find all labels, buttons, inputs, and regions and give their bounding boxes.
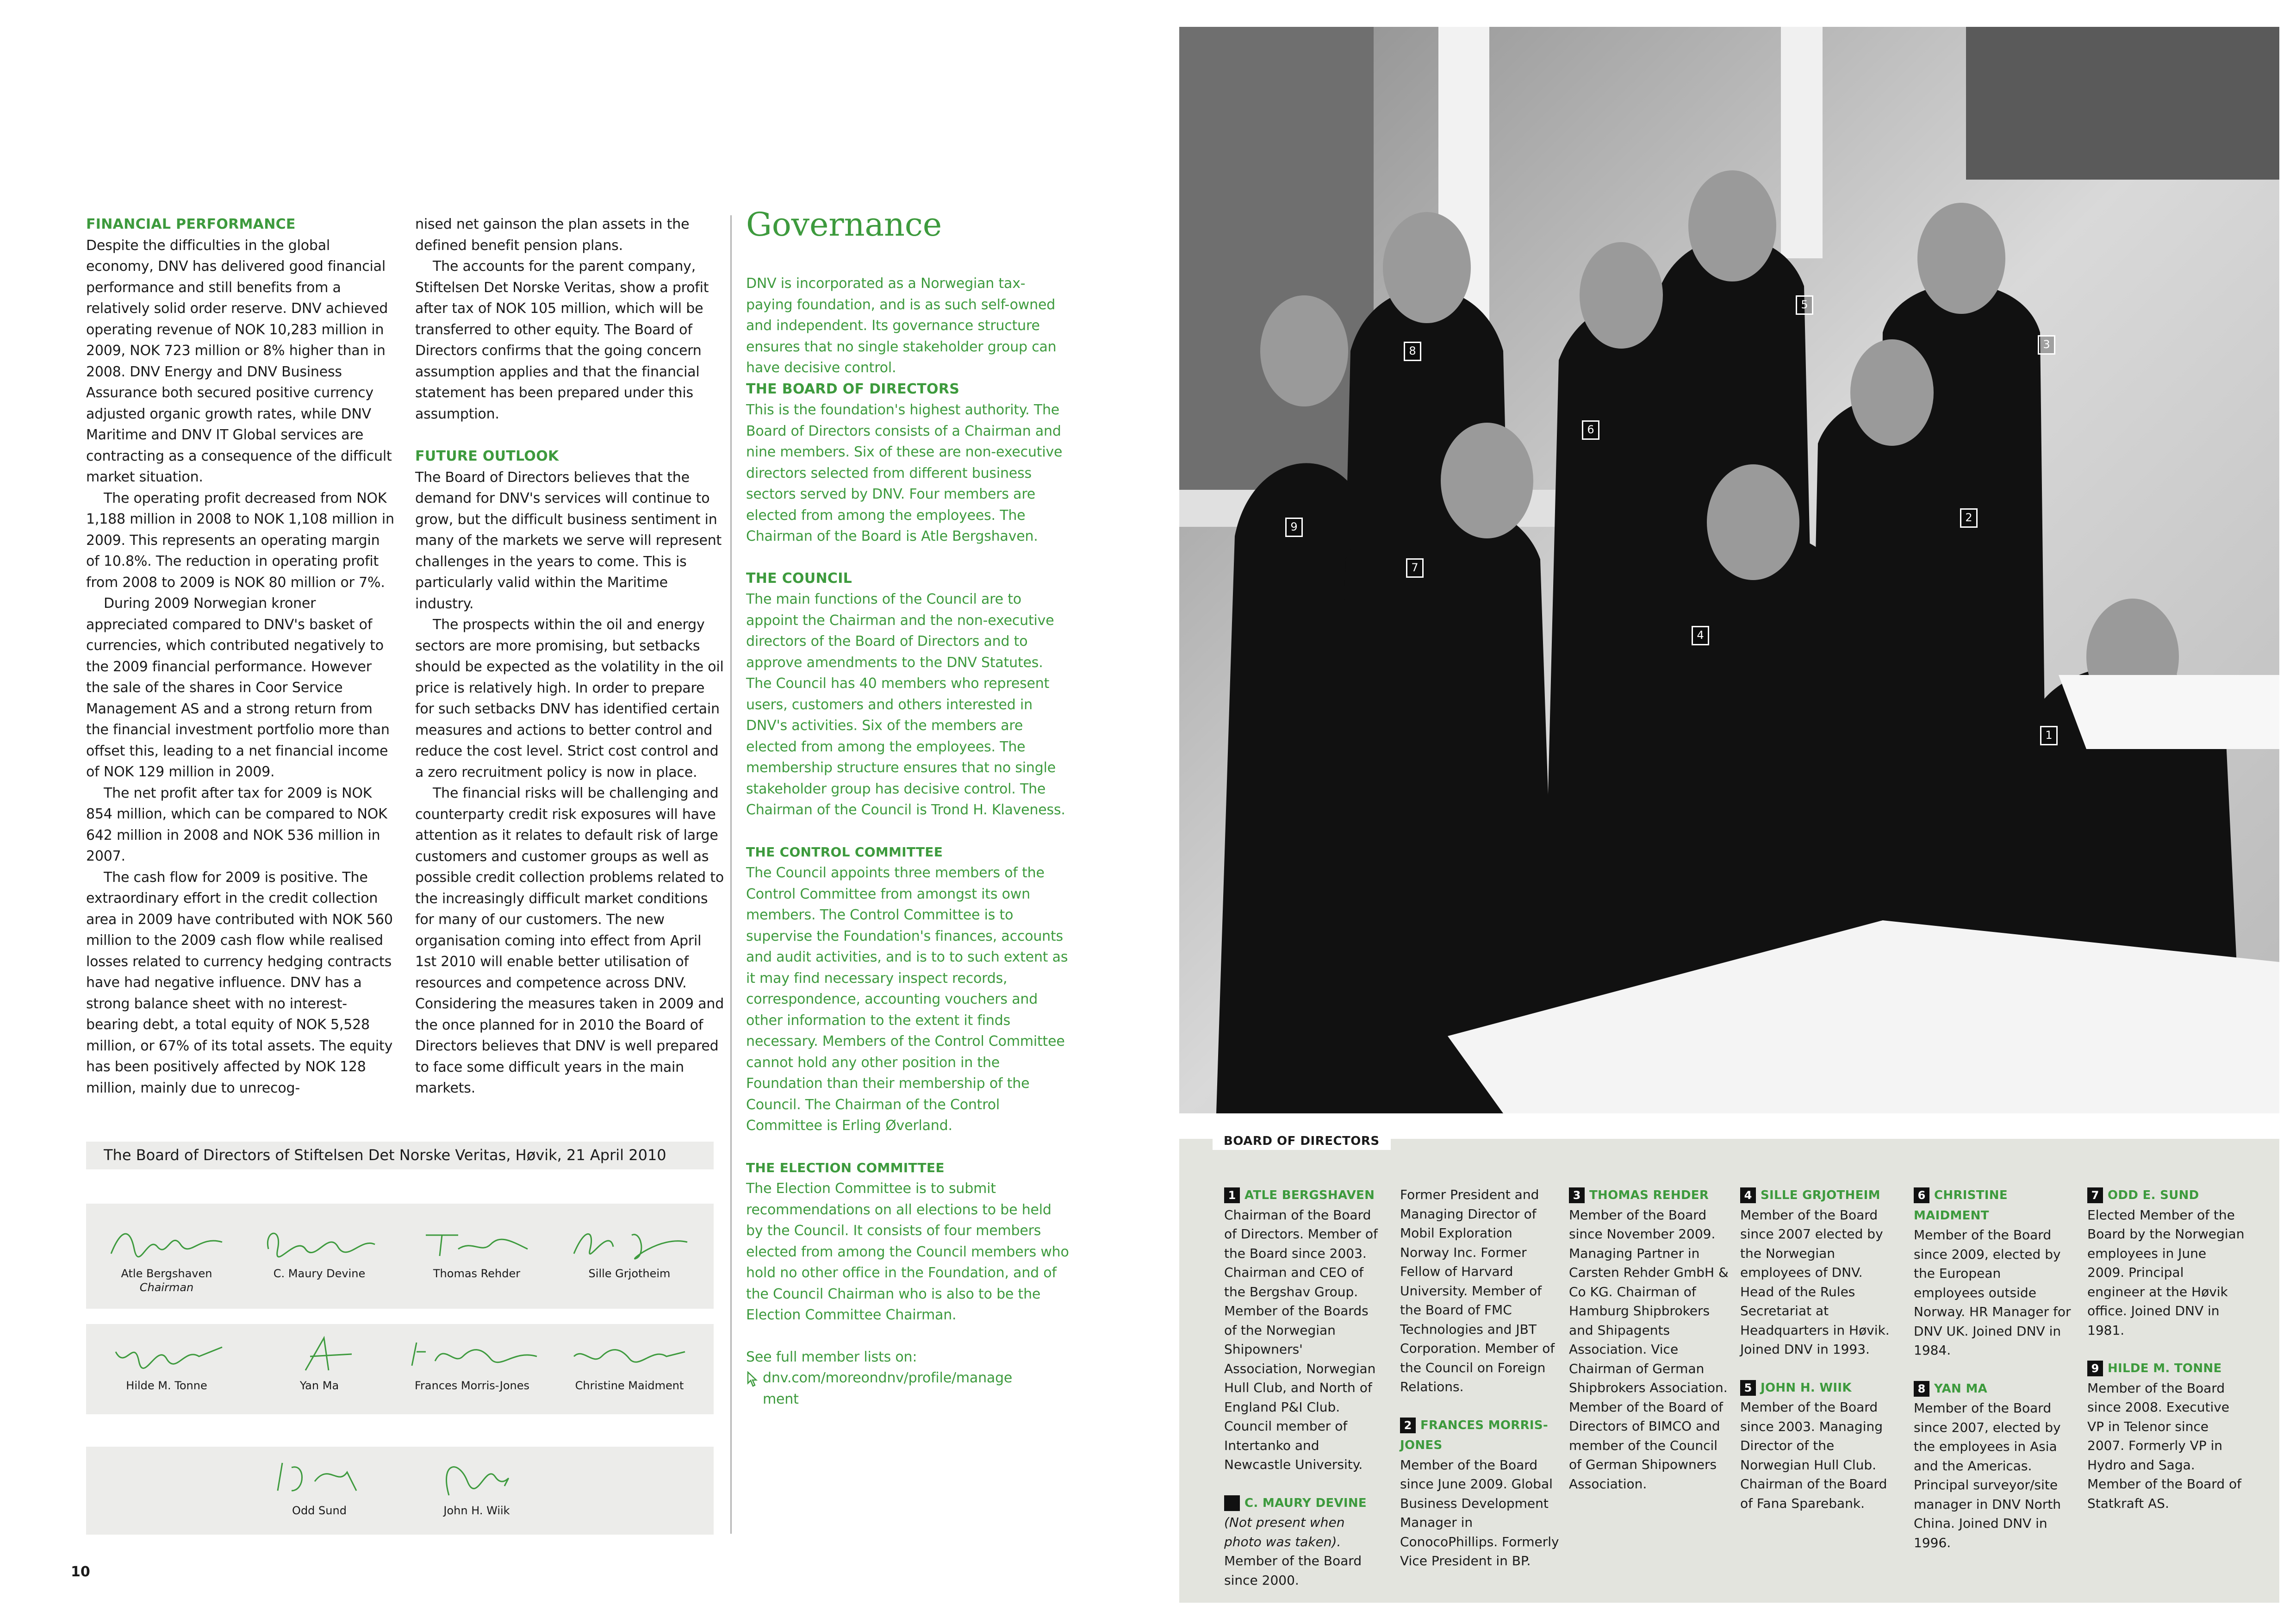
member-bio: Member of the Board since 2007, elected by the employees in Asia and the Americas. Principal surveyor/site manager in DNV North China. Joined DNV in 1996. — [1914, 1400, 2061, 1550]
paragraph: The financial risks will be challenging and counterparty credit risk exposures will have attention as it relates to default risk of large customers and customer groups as well as possible credit collection problems related to the increasingly difficult market conditions for many of our customers. The new organisation coming into effect from April 1st 2010 will enable better utilisation of resources and competence across DNV. Considering the measures taken in 2009 and the once planned for in 2010 the Board of Directors believes that DNV is well prepared to face some difficult years in the main markets. — [415, 785, 724, 1096]
signature — [560, 1333, 699, 1393]
control-committee-section — [746, 842, 1070, 1137]
member-number: 5 — [1740, 1380, 1756, 1396]
photo-number-7: 7 — [1406, 558, 1424, 578]
mouse-pointer-icon — [746, 1371, 763, 1394]
section-heading: THE BOARD OF DIRECTORS — [746, 381, 960, 397]
board-column-4 — [1740, 1185, 1900, 1513]
signature-name: Thomas Rehder — [433, 1267, 521, 1280]
paragraph: The accounts for the parent company, Stiftelsen Det Norske Veritas, show a profit after tax of NOK 105 million, which will be transferred to other equity. The Board of Directors confirms that the going concern assumption applies and that the financial statement has been prepared under this assumption. — [415, 258, 709, 422]
signature-name: John H. Wiik — [443, 1504, 510, 1517]
member-bio: Member of the Board since June 2009. Global Business Development Manager in ConocoPhillips. Formerly Vice President in BP. — [1400, 1457, 1559, 1568]
section-text: The main functions of the Council are to appoint the Chairman and the non-executive directors of the Board of Directors and to approve amendments to the DNV Statutes. The Council has 40 members who represent users, customers and others interested in DNV's activities. Six of the members are elected from among the employees. The membership structure ensures that no single stakeholder group has decisive control. The Chairman of the Council is Trond H. Klaveness. — [746, 591, 1065, 818]
column-divider — [730, 215, 732, 1534]
board-photo-illustration — [1179, 27, 2279, 1113]
section-text: The Election Committee is to submit recommendations on all elections to be held by the Council. It consists of four members elected from among the Council members who hold no other office in the Foundation, and of the Council Chairman who is also to be the Election Committee Chairman. — [746, 1181, 1069, 1323]
member-number: 4 — [1740, 1187, 1756, 1203]
board-panel-heading: BOARD OF DIRECTORS — [1213, 1132, 1391, 1150]
member-number: 3 — [1569, 1187, 1585, 1203]
signature — [102, 1221, 231, 1294]
member-list-url[interactable]: dnv.com/moreondnv/profile/management — [763, 1370, 1013, 1407]
member-bio: Member of the Board since November 2009. Managing Partner in Carsten Rehder GmbH & Co KG. Chairman of Hamburg Shipbrokers and Shipagents Association. Vice Chairman of German Shipbrokers Association. Member of the Board of Directors of BIMCO and member of the Council of German Shipowners Association. — [1569, 1207, 1729, 1492]
member-list-link[interactable] — [746, 1368, 1070, 1410]
member-name: CHRISTINE MAIDMENT — [1914, 1188, 2008, 1223]
member-bio: Chairman of the Board of Directors. Member of the Board since 2003. Chairman and CEO of the Bergshav Group. Member of the Boards of the Norwegian Shipowners' Association, Norwegian Hull Club, and North of England P&I Club. Council member of Intertanko and Newcastle University. — [1224, 1207, 1378, 1472]
board-column-5 — [1914, 1185, 2073, 1552]
photo-number-1: 1 — [2040, 726, 2058, 745]
board-signing-line: The Board of Directors of Stiftelsen Det Norske Veritas, Høvik, 21 April 2010 — [104, 1146, 666, 1164]
signature — [255, 1221, 384, 1280]
section-heading: THE ELECTION COMMITTEE — [746, 1160, 945, 1175]
section-text: The Council appoints three members of the Control Committee from amongst its own members. The Control Committee is to supervise the Foundation's finances, accounts and audit activities, and is to to such extent as it may find necessary inspect records, correspondence, accounting vouchers and other information to the extent it finds necessary. Members of the Control Committee cannot hold any other position in the Foundation than their membership of the Council. The Chairman of the Control Committee is Erling Øverland. — [746, 865, 1068, 1134]
member-name: HILDE M. TONNE — [2108, 1362, 2222, 1375]
photo-number-5: 5 — [1796, 295, 1813, 315]
member-number — [1224, 1495, 1240, 1511]
member-bio: Elected Member of the Board by the Norwegian employees in June 2009. Principal engineer at the Høvik office. Joined DNV in 1981. — [2087, 1207, 2245, 1338]
member-name: ODD E. SUND — [2108, 1188, 2199, 1202]
member-bio: Member of the Board since 2007 elected by the Norwegian employees of DNV. Head of the Rules Secretariat at Headquarters in Høvik. Joined DNV in 1993. — [1740, 1207, 1890, 1357]
board-section — [746, 379, 1070, 547]
paragraph: nised net gainson the plan assets in the defined benefit pension plans. — [415, 216, 690, 254]
signature-role: Chairman — [139, 1281, 194, 1294]
board-signing-bar — [86, 1142, 714, 1169]
signature — [255, 1333, 384, 1393]
member-number: 6 — [1914, 1187, 1929, 1203]
paragraph: During 2009 Norwegian kroner appreciated compared to DNV's basket of currencies, which contributed negatively to the 2009 financial performance. However the sale of the shares in Coor Service Management AS and a strong return from the financial investment portfolio more than offset this, leading to a net financial income of NOK 129 million in 2009. — [86, 595, 390, 780]
financial-column-1 — [86, 214, 396, 1099]
board-column-1 — [1224, 1185, 1384, 1590]
signature — [398, 1333, 546, 1393]
financial-performance-heading: FINANCIAL PERFORMANCE — [86, 216, 296, 232]
paragraph: The operating profit decreased from NOK 1,188 million in 2008 to NOK 1,108 million in 2009. This represents an operating margin of 10.8%. The reduction in operating profit from 2008 to 2009 is NOK 80 million or 7%. — [86, 490, 394, 591]
photo-number-6: 6 — [1582, 420, 1599, 440]
paragraph: The net profit after tax for 2009 is NOK 854 million, which can be compared to NOK 642 million in 2008 and NOK 536 million in 2007. — [86, 785, 387, 864]
member-name: THOMAS REHDER — [1589, 1188, 1709, 1202]
board-photo — [1179, 27, 2279, 1113]
signature-name: C. Maury Devine — [273, 1267, 366, 1280]
member-bio: Member of the Board since 2008. Executive VP in Telenor since 2007. Formerly VP in Hydro and Saga. Member of the Board of Statkraft AS. — [2087, 1380, 2241, 1511]
signature-name: Christine Maidment — [575, 1379, 684, 1392]
board-column-2 — [1400, 1185, 1560, 1571]
member-name: C. MAURY DEVINE — [1244, 1496, 1367, 1510]
photo-number-2: 2 — [1960, 508, 1978, 528]
photo-number-9: 9 — [1285, 518, 1303, 537]
member-note: (Not present when photo was taken). — [1224, 1515, 1345, 1549]
member-bio: Member of the Board since 2009, elected by the European employees outside Norway. HR Manager for DNV UK. Joined DNV in 1984. — [1914, 1227, 2071, 1358]
signature-box — [86, 1447, 714, 1535]
photo-number-3: 3 — [2038, 335, 2055, 355]
paragraph: The prospects within the oil and energy sectors are more promising, but setbacks should be expected as the volatility in the oil price is relatively high. In order to prepare for such setbacks DNV has identified certain measures and actions to better control and reduce the cost level. Strict cost control and a zero recruitment policy is now in place. — [415, 617, 724, 781]
council-section — [746, 568, 1070, 821]
member-name: JOHN H. WIIK — [1761, 1380, 1852, 1395]
signature — [417, 1454, 537, 1518]
signature-name: Sille Grjotheim — [588, 1267, 671, 1280]
signature-name: Atle Bergshaven — [121, 1267, 212, 1280]
member-name: SILLE GRJOTHEIM — [1761, 1188, 1880, 1202]
section-heading: THE COUNCIL — [746, 570, 852, 587]
member-number: 1 — [1224, 1187, 1240, 1203]
member-bio: Member of the Board since 2000. — [1224, 1553, 1362, 1588]
governance-title: Governance — [746, 206, 942, 244]
member-number: 8 — [1914, 1381, 1929, 1397]
member-name: FRANCES MORRIS-JONES — [1400, 1418, 1548, 1452]
paragraph: Despite the difficulties in the global economy, DNV has delivered good financial performance and still benefits from a relatively solid order reserve. DNV achieved operating revenue of NOK 10,283 million in 2009, NOK 723 million or 8% higher than in 2008. DNV Energy and DNV Business Assurance both secured positive currency adjusted organic growth rates, while DNV Maritime and DNV IT Global services are contracting as a consequence of the difficult market situation. — [86, 237, 392, 485]
member-number: 7 — [2087, 1187, 2103, 1203]
page-number: 10 — [71, 1564, 90, 1580]
governance-intro: DNV is incorporated as a Norwegian tax-paying foundation, and is as such self-owned and independent. Its governance structure ensures that no single stakeholder group can have decisive control. — [746, 275, 1057, 376]
signature-name: Frances Morris-Jones — [414, 1379, 530, 1392]
signature — [412, 1221, 541, 1280]
signature-name: Odd Sund — [292, 1504, 347, 1517]
see-full-lists: See full member lists on: — [746, 1349, 917, 1365]
member-bio: Former President and Managing Director of Mobil Exploration Norway Inc. Former Fellow of Harvard University. Member of the Board of FMC Technologies and JBT Corporation. Member of the Council on Foreign Relations. — [1400, 1187, 1555, 1394]
paragraph: The cash flow for 2009 is positive. The extraordinary effort in the credit collection area in 2009 have contributed with NOK 560 million to the 2009 cash flow while realised losses related to currency hedging contracts have had negative influence. DNV has a strong balance sheet with no interest-bearing debt, a total equity of NOK 5,528 million, or 67% of its total assets. The equity has been positively affected by NOK 128 million, mainly due to unrecog- — [86, 869, 393, 1096]
member-bio: Member of the Board since 2003. Managing Director of the Norwegian Hull Club. Chairman of the Board of Fana Sparebank. — [1740, 1399, 1887, 1511]
section-text: This is the foundation's highest authority. The Board of Directors consists of a Chairman and nine members. Six of these are non-executive directors selected from different business sectors served by DNV. Four members are elected from among the employees. The Chairman of the Board is Atle Bergshaven. — [746, 402, 1063, 544]
governance-column — [746, 208, 1070, 1410]
section-heading: THE CONTROL COMMITTEE — [746, 844, 943, 860]
member-number: 2 — [1400, 1418, 1416, 1433]
member-name: ATLE BERGSHAVEN — [1244, 1188, 1375, 1202]
member-name: YAN MA — [1934, 1381, 1988, 1396]
signature-name: Hilde M. Tonne — [126, 1379, 207, 1392]
member-number: 9 — [2087, 1361, 2103, 1376]
paragraph: The Board of Directors believes that the demand for DNV's services will continue to grow, but the difficult business sentiment in many of the markets we serve will represent challenges in the years to come. This is particularly valid within the Maritime industry. — [415, 469, 722, 612]
photo-number-8: 8 — [1404, 342, 1421, 361]
financial-column-2 — [415, 214, 726, 1099]
signature — [259, 1454, 380, 1518]
election-committee-section — [746, 1157, 1070, 1326]
signature-name: Yan Ma — [299, 1379, 339, 1392]
future-outlook-heading: FUTURE OUTLOOK — [415, 448, 559, 464]
board-column-3 — [1569, 1185, 1729, 1493]
signature — [102, 1333, 231, 1393]
photo-number-4: 4 — [1692, 626, 1709, 645]
board-column-6 — [2087, 1185, 2245, 1513]
signature — [560, 1221, 699, 1280]
